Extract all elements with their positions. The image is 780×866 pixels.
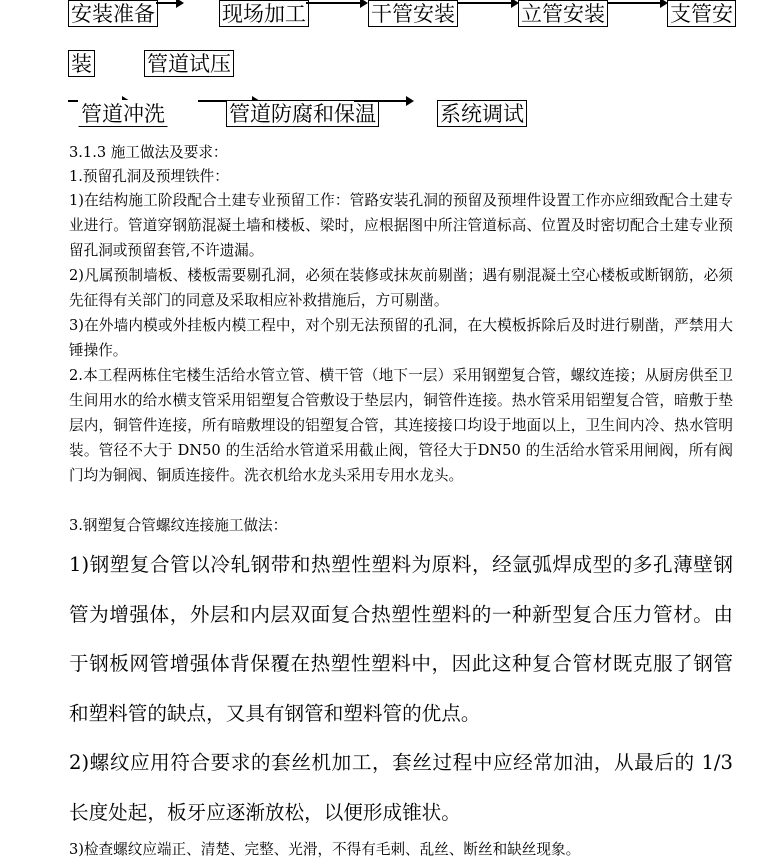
item1-title: 1.预留孔洞及预埋铁件： xyxy=(69,168,229,185)
flow-step-pressure-test: 管道试压 xyxy=(144,50,234,77)
item1-paragraph-1: 1)在结构施工阶段配合土建专业预留工作：管路安装孔洞的预留及预埋件设置工作亦应细致配合土建专业进行。管道穿钢筋混凝土墙和楼板、梁时，应根据图中所注管道标高、位置及时密切配合土建专业预留孔洞或预留套管,不许遗漏。 xyxy=(69,192,733,259)
flow-step-main-pipe: 干管安装 xyxy=(368,0,458,27)
item3-paragraph-3: 3)检查螺纹应端正、清楚、完整、光滑，不得有毛刺、乱丝、断丝和缺丝现象。 xyxy=(69,841,581,858)
item2-paragraph: 2.本工程两栋住宅楼生活给水管立管、横干管（地下一层）采用钢塑复合管，螺纹连接；从厨房供至卫生间用水的给水横支管采用铝塑复合管敷设于垫层内，铜管件连接。热水管采用铝塑复合管，暗敷于垫层内，铜管件连接，所有暗敷埋设的铝塑复合管，其连接接口均设于地面以上，卫生间内冷、热水管明装。管径不大于 DN50 的生活给水管道采用截止阀，管径大于DN50 的生活给水管采用闸阀，所有阀门均为铜阀、铜质连接件。洗衣机给水龙头采用专用水龙头。 xyxy=(69,367,733,484)
flow-arrow xyxy=(608,2,662,4)
flow-step-site-processing: 现场加工 xyxy=(219,0,309,27)
flow-step-anticorrosion: 管道防腐和保温 xyxy=(226,100,379,127)
flow-step-commissioning: 系统调试 xyxy=(437,100,527,127)
flow-step-prepare: 安装准备 xyxy=(68,0,158,27)
section-heading: 3.1.3 施工做法及要求： xyxy=(69,144,228,161)
flow-arrow xyxy=(457,2,513,4)
flow-arrow xyxy=(156,2,178,4)
item3-paragraph-2: 2)螺纹应用符合要求的套丝机加工，套丝过程中应经常加油，从最后的 1/3长度处起，板牙应逐渐放松，以便形成锥状。 xyxy=(69,751,733,824)
flow-arrow xyxy=(306,2,362,4)
item3-title: 3.钢塑复合管螺纹连接施工做法： xyxy=(69,517,288,534)
item1-paragraph-2: 2)凡属预制墙板、楼板需要剔孔洞，必须在装修或抹灰前剔凿；遇有剔混凝土空心楼板或断钢筋，必须先征得有关部门的同意及采取相应补救措施后，方可剔凿。 xyxy=(69,267,733,309)
item1-paragraph-3: 3)在外墙内模或外挂板内模工程中，对个别无法预留的孔洞，在大模板拆除后及时进行剔凿，严禁用大锤操作。 xyxy=(69,317,733,359)
flow-step-riser-pipe: 立管安装 xyxy=(518,0,608,27)
flow-step-flushing: 管道冲洗 xyxy=(78,100,168,127)
flow-arrow xyxy=(354,100,408,102)
flow-step-branch-pipe-cont: 装 xyxy=(68,50,95,77)
item3-paragraph-1: 1)钢塑复合管以冷轧钢带和热塑性塑料为原料，经氩弧焊成型的多孔薄壁钢管为增强体，外层和内层双面复合热塑性塑料的一种新型复合压力管材。由于钢板网管增强体背保覆在热塑性塑料中，因此这种复合管材既克服了钢管和塑料管的缺点，又具有钢管和塑料管的优点。 xyxy=(69,553,733,725)
flow-step-branch-pipe: 支管安 xyxy=(667,0,736,27)
